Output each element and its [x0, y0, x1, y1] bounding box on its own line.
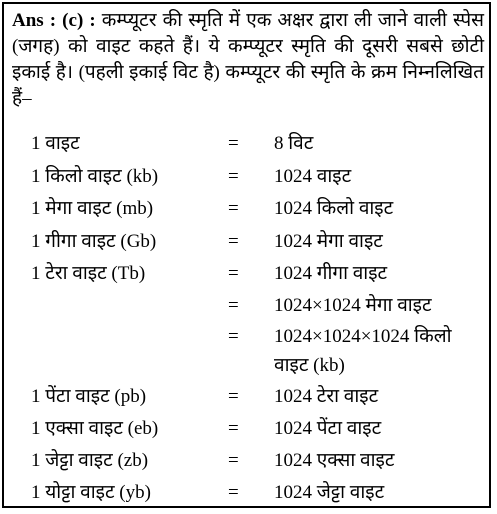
- equals-sign: =: [228, 482, 239, 503]
- equals-sign: =: [228, 418, 239, 439]
- table-row: [4, 477, 489, 509]
- table-row: [4, 258, 489, 290]
- equals-sign: =: [228, 450, 239, 471]
- answer-box: [2, 2, 491, 508]
- unit-name: 1 जेट्टा वाइट (zb): [31, 450, 149, 471]
- table-row: [4, 290, 489, 322]
- unit-name: 1 मेगा वाइट (mb): [31, 198, 154, 219]
- table-row: [4, 413, 489, 445]
- unit-value: 1024 पेंटा वाइट: [274, 418, 382, 439]
- unit-value: 1024×1024 मेगा वाइट: [274, 295, 432, 316]
- table-row: [4, 193, 489, 225]
- unit-value: 1024 गीगा वाइट: [274, 263, 388, 284]
- table-row: [4, 128, 489, 160]
- equals-sign: =: [228, 133, 239, 154]
- unit-name: 1 योट्टा वाइट (yb): [31, 482, 151, 503]
- unit-value: 1024 एक्सा वाइट: [274, 450, 395, 471]
- table-row: [4, 161, 489, 193]
- unit-value: 1024×1024×1024 किलो वाइट (kb): [274, 326, 452, 376]
- equals-sign: =: [228, 198, 239, 219]
- unit-value: 1024 जेट्टा वाइट: [274, 482, 385, 503]
- unit-value: 1024 मेगा वाइट: [274, 231, 383, 252]
- table-row: [4, 381, 489, 413]
- unit-name: 1 पेंटा वाइट (pb): [31, 386, 147, 407]
- equals-sign: =: [228, 386, 239, 407]
- equals-sign: =: [228, 263, 239, 284]
- equals-sign: =: [228, 295, 239, 316]
- unit-name: 1 किलो वाइट (kb): [31, 166, 159, 187]
- unit-name: 1 टेरा वाइट (Tb): [31, 263, 146, 284]
- unit-name: 1 वाइट: [31, 133, 80, 154]
- answer-label: Ans : (c) :: [12, 10, 96, 31]
- table-row: [4, 226, 489, 258]
- unit-value: 8 विट: [274, 133, 314, 154]
- unit-value: 1024 टेरा वाइट: [274, 386, 379, 407]
- unit-value: 1024 किलो वाइट: [274, 198, 394, 219]
- table-row: [4, 322, 489, 382]
- equals-sign: =: [228, 166, 239, 187]
- equals-sign: =: [228, 326, 239, 347]
- unit-name: 1 एक्सा वाइट (eb): [31, 418, 159, 439]
- table-row: [4, 445, 489, 477]
- equals-sign: =: [228, 231, 239, 252]
- answer-text: कम्प्यूटर की स्मृति में एक अक्षर द्वारा ली जाने वाली स्पेस (जगह) को वाइट कहते हैं। ये कम्प्यूटर स्मृति की दूसरी सबसे छोटी इकाई है। (पहली इकाई विट है) कम्प्यूटर की स्मृति के क्रम निम्नलिखित हैं–: [12, 10, 484, 109]
- answer-paragraph: [12, 8, 484, 112]
- unit-name: 1 गीगा वाइट (Gb): [31, 231, 157, 252]
- unit-value: 1024 वाइट: [274, 166, 352, 187]
